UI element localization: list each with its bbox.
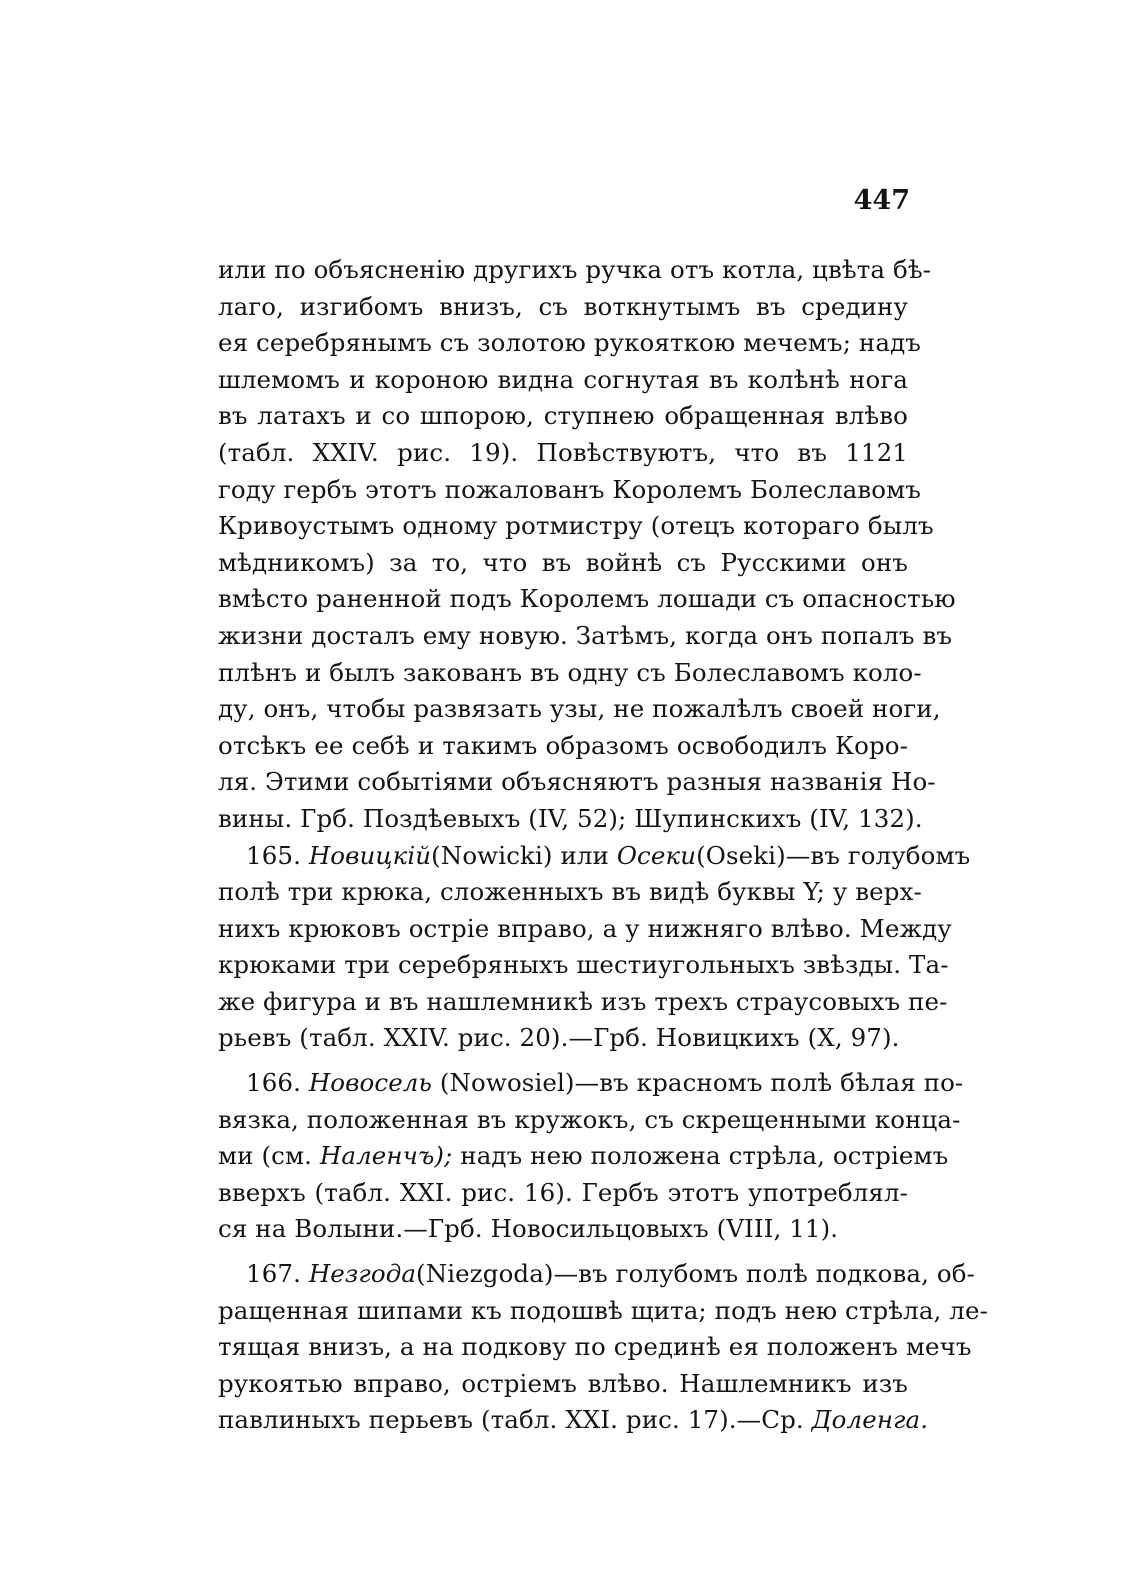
entry-heading-line <box>218 1065 964 1102</box>
entry-first-line-rest: —въ голубомъ полѣ подкова, об- <box>553 1259 975 1289</box>
text-line: нихъ крюковъ остріе вправо, а у нижняго влѣво. Между <box>218 913 952 943</box>
text-fragment: павлиныхъ перьевъ (табл. XXI. рис. 17).—Ср. <box>218 1405 812 1435</box>
entry-separator: или <box>552 840 617 870</box>
text-line: отсѣкъ ее себѣ и такимъ образомъ освободилъ Коро- <box>218 730 908 760</box>
entry-latin-name: (Nowicki) <box>431 840 553 870</box>
entry-number: 166. <box>246 1068 301 1098</box>
text-fragment: надъ нею положена стрѣла, остріемъ <box>452 1141 949 1171</box>
page-number: 447 <box>853 185 910 216</box>
text-line: лаго, изгибомъ внизъ, съ воткнутымъ въ средину <box>218 291 908 321</box>
entry-number: 167. <box>246 1259 301 1289</box>
text-line: вверхъ (табл. XXI. рис. 16). Гербъ этотъ употреблял- <box>218 1177 908 1207</box>
cross-reference: Доленга. <box>811 1405 929 1435</box>
entry-name: Новосель <box>308 1068 432 1098</box>
entry-heading-line <box>218 1256 975 1293</box>
text-line: рукоятью вправо, остріемъ влѣво. Нашлемникъ изъ <box>218 1368 908 1398</box>
entry-166 <box>218 1065 964 1248</box>
entry-165 <box>218 838 971 1058</box>
text-line-with-reference <box>218 1138 949 1175</box>
entry-alt-latin-name: (Oseki) <box>696 840 786 870</box>
text-line: (табл. XXIV. рис. 19). Повѣствуютъ, что въ 1121 <box>218 437 908 467</box>
entry-first-line-rest: —въ голубомъ <box>785 840 971 870</box>
text-line: мѣдникомъ) за то, что въ войнѣ съ Русскими онъ <box>218 547 908 577</box>
text-line: же фигура и въ нашлемникѣ изъ трехъ страусовыхъ пе- <box>218 986 948 1016</box>
text-line: плѣнъ и былъ закованъ въ одну съ Болеславомъ коло- <box>218 657 922 687</box>
text-line: году гербъ этотъ пожалованъ Королемъ Болеславомъ <box>218 474 921 504</box>
text-line: въ латахъ и со шпорою, ступнею обращенная влѣво <box>218 401 908 431</box>
text-line: ся на Волыни.—Грб. Новосильцовыхъ (VIII, 11). <box>218 1214 839 1244</box>
text-line: Кривоустымъ одному ротмистру (отецъ котораго былъ <box>218 511 934 541</box>
text-line: рьевъ (табл. XXIV. рис. 20).—Грб. Новицкихъ (X, 97). <box>218 1023 900 1053</box>
text-line: ея серебрянымъ съ золотою рукояткою мечемъ; надъ <box>218 328 921 358</box>
text-line: ращенная шипами къ подошвѣ щита; подъ нею стрѣла, ле- <box>218 1295 988 1325</box>
paragraph-continuation <box>218 252 956 838</box>
text-line: вязка, положенная въ кружокъ, съ скрещенными конца- <box>218 1104 961 1134</box>
text-line: шлемомъ и короною видна согнутая въ колѣнѣ нога <box>218 364 908 394</box>
body-text <box>218 252 988 1439</box>
text-line: крюками три серебряныхъ шестиугольныхъ звѣзды. Та- <box>218 950 949 980</box>
entry-latin-name: (Niezgoda) <box>416 1259 554 1289</box>
text-line: ля. Этими событіями объясняютъ разныя названія Но- <box>218 767 936 797</box>
entry-name: Новицкій <box>308 840 432 870</box>
entry-name: Незгода <box>308 1259 417 1289</box>
text-line: жизни досталъ ему новую. Затѣмъ, когда онъ попалъ въ <box>218 620 953 650</box>
text-line: вмѣсто раненной подъ Королемъ лошади съ опасностью <box>218 584 956 614</box>
text-line: вины. Грб. Поздѣевыхъ (IV, 52); Шупинскихъ (IV, 132). <box>218 803 923 833</box>
text-line: полѣ три крюка, сложенныхъ въ видѣ буквы Y; у верх- <box>218 877 922 907</box>
entry-first-line-rest: —въ красномъ полѣ бѣлая по- <box>574 1068 964 1098</box>
entry-number: 165. <box>246 840 301 870</box>
entry-167 <box>218 1256 988 1439</box>
entry-alt-name: Осеки <box>616 840 697 870</box>
text-line: ду, онъ, чтобы развязать узы, не пожалѣлъ своей ноги, <box>218 694 941 724</box>
text-fragment: ми (см. <box>218 1141 320 1171</box>
text-line-with-reference <box>218 1402 929 1439</box>
entry-heading-line <box>218 838 971 875</box>
text-line: тящая внизъ, а на подкову по срединѣ ея положенъ мечъ <box>218 1332 972 1362</box>
entry-latin-name: (Nowosiel) <box>431 1068 575 1098</box>
cross-reference: Наленчъ); <box>319 1141 453 1171</box>
text-line: или по объясненію другихъ ручка отъ котла, цвѣта бѣ- <box>218 255 932 284</box>
